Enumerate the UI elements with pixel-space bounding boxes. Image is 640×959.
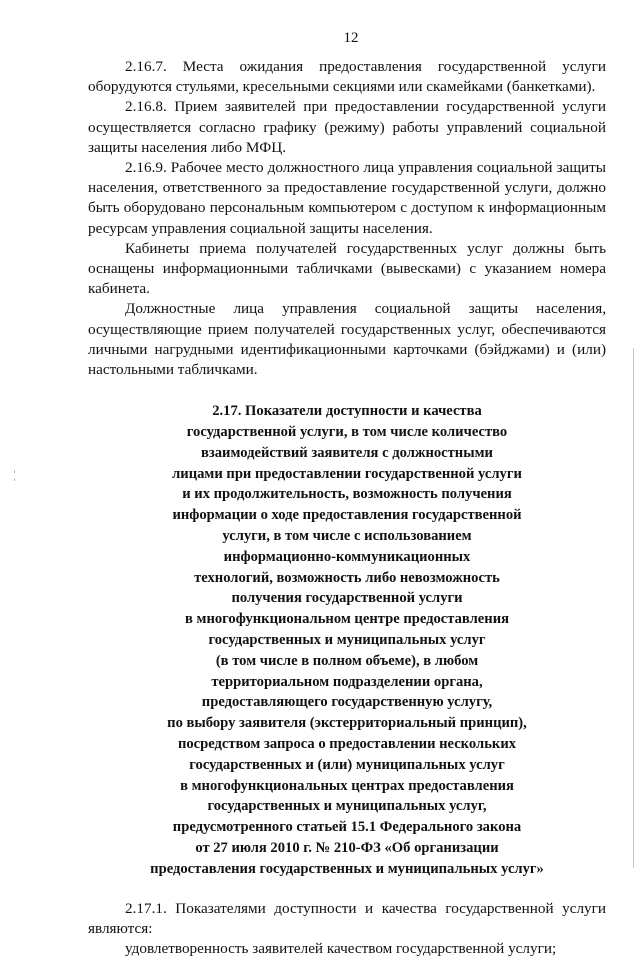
heading-line: по выбору заявителя (экстерриториальный принцип), — [167, 715, 527, 732]
heading-line: государственных и (или) муниципальных услуг — [189, 756, 505, 773]
scan-speck — [14, 478, 15, 481]
heading-line: и их продолжительность, возможность получения — [182, 486, 512, 503]
heading-line: взаимодействий заявителя с должностными — [201, 444, 493, 461]
heading-line: информации о ходе предоставления государственной — [172, 507, 522, 524]
heading-line: территориальном подразделении органа, — [211, 673, 483, 690]
heading-line: (в том числе в полном объеме), в любом — [215, 652, 479, 669]
section-2-16-body — [88, 57, 606, 380]
heading-line: предоставления государственных и муниципальных услуг» — [150, 860, 544, 877]
heading-line: в многофункциональных центрах предоставления — [180, 777, 514, 794]
section-2-17-heading — [88, 401, 606, 879]
page-number: 12 — [343, 30, 359, 46]
heading-line: посредством запроса о предоставлении нескольких — [177, 736, 517, 752]
heading-line: информационно-коммуникационных — [223, 548, 471, 565]
heading-line: государственных и муниципальных услуг — [208, 632, 486, 649]
paragraph-satisfaction: удовлетворенность заявителей качеством государственной услуги; — [125, 939, 557, 957]
heading-line: предусмотренного статьей 15.1 Федерального закона — [172, 819, 522, 836]
heading-line: получения государственной услуги — [231, 590, 463, 607]
paragraph-officials: Должностные лица управления социальной защиты населения, осуществляющие прием получателей государственных услуг, обеспечиваются личными нагрудными идентификационными карточками (бэйджами) и (или) настольными табличками. — [88, 300, 606, 379]
heading-line: технологий, возможность либо невозможность — [194, 569, 500, 586]
paragraph-cabinets: Кабинеты приема получателей государственных услуг должны быть оснащены информационными табличками (вывесками) с указанием номера кабинета. — [88, 239, 606, 298]
heading-line: в многофункциональном центре предоставления — [184, 611, 509, 628]
heading-line: государственных и муниципальных услуг, — [207, 798, 487, 815]
heading-line: услуги, в том числе с использованием — [222, 528, 472, 545]
heading-line: 2.17. Показатели доступности и качества — [212, 403, 482, 420]
paragraph-2-16-8: 2.16.8. Прием заявителей при предоставлении государственной услуги осуществляется согласно графику (режиму) работы управлений социальной защиты населения либо МФЦ. — [88, 98, 606, 156]
scan-speck — [14, 470, 15, 473]
heading-line: лицами при предоставлении государственной услуги — [172, 465, 522, 482]
paragraph-2-17-1: 2.17.1. Показателями доступности и качества государственной услуги являются: — [88, 899, 606, 937]
section-2-17-body — [88, 899, 606, 959]
heading-line: от 27 июля 2010 г. № 210-ФЗ «Об организации — [195, 839, 499, 856]
paragraph-2-16-7: 2.16.7. Места ожидания предоставления государственной услуги оборудуются стульями, кресельными секциями или скамейками (банкетками). — [88, 58, 606, 96]
heading-line: предоставляющего государственную услугу, — [201, 694, 493, 711]
scan-edge-line — [633, 348, 634, 868]
heading-line: государственной услуги, в том числе количество — [186, 424, 508, 441]
paragraph-2-16-9: 2.16.9. Рабочее место должностного лица управления социальной защиты населения, ответственного за предоставление государственной услуги, должно быть оборудовано персональным компьютером с доступом к информационным ресурсам управления социальной защиты населения. — [88, 159, 606, 237]
